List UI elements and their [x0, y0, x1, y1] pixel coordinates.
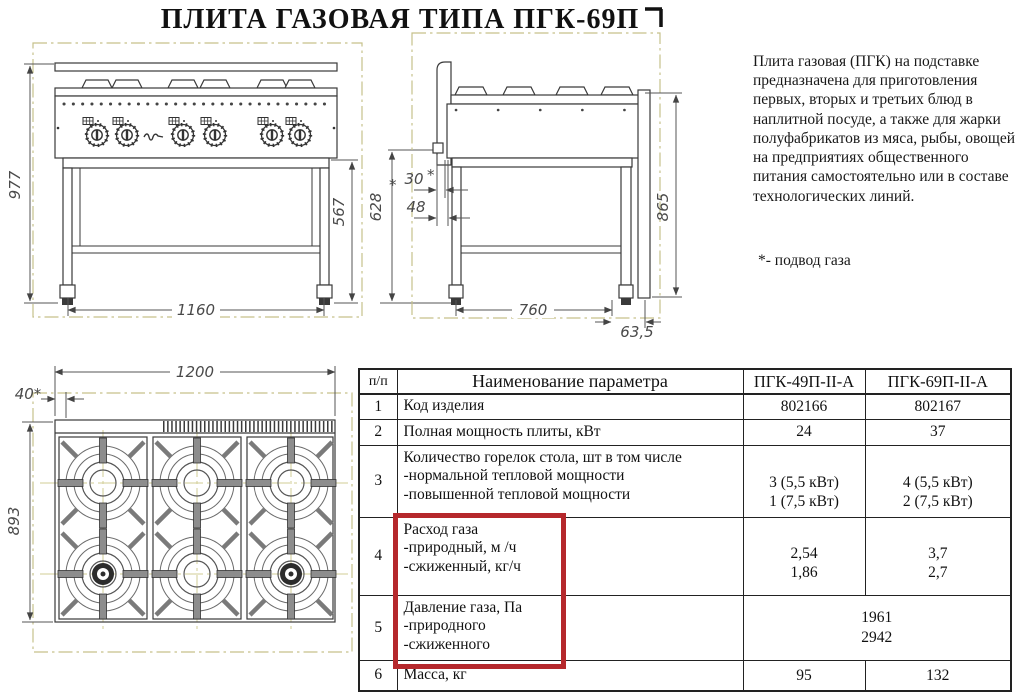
table-row: 3 Количество горелок стола, шт в том числе -нормальной тепловой мощности -повышенной тепловой мощности 3 (5,5 кВт) 1 (7,5 кВт) 4 (5,5 кВт) 2 (7,5 кВт) [359, 445, 1011, 517]
table-row: 1 Код изделия 802166 802167 [359, 394, 1011, 419]
knob-icon [87, 125, 108, 146]
high-power-burner-cap [92, 563, 114, 585]
dim-side-offset-48: 48 [406, 198, 426, 216]
header-model-2: ПГК-69П-II-А [865, 369, 1011, 394]
table-row: 5 Давление газа, Па -природного -сжиженного 1961 2942 [359, 595, 1011, 660]
side-view [404, 33, 682, 341]
table-row: 2 Полная мощность плиты, кВт 24 37 [359, 419, 1011, 445]
dim-gas-height: 628 [367, 192, 385, 222]
dim-front-width: 1160 [176, 301, 216, 319]
gas-inlet [433, 143, 443, 153]
highlight-box [393, 513, 566, 669]
high-power-burner-cap [280, 563, 302, 585]
header-num: п/п [359, 369, 397, 394]
gas-supply-footnote: *- подвод газа [758, 252, 851, 269]
knob-icon [262, 125, 283, 146]
knob-icon [173, 125, 194, 146]
page-corner-mark [645, 9, 662, 27]
table-row: 4 Расход газа -природный, м /ч -сжиженный, кг/ч 2,54 1,86 3,7 2,7 [359, 517, 1011, 595]
table-header-row [359, 369, 1011, 394]
front-view [6, 43, 452, 319]
header-name: Наименование параметра [397, 369, 743, 394]
dim-side-depth: 760 [518, 301, 548, 319]
table-row: 6 Масса, кг 95 132 [359, 660, 1011, 691]
top-view [5, 363, 352, 652]
dim-side-back-offset: 63,5 [620, 323, 654, 341]
page-title: ПЛИТА ГАЗОВАЯ ТИПА ПГК-69П [160, 4, 640, 35]
dim-side-offset-30-asterisk: * [427, 166, 435, 184]
knob-icon [205, 125, 226, 146]
header-model-1: ПГК-49П-II-А [743, 369, 865, 394]
dim-gas-height-asterisk: * [389, 176, 397, 194]
knob-icon [290, 125, 311, 146]
dim-top-gas-offset: 40* [14, 385, 42, 403]
dim-top-width: 1200 [175, 363, 215, 381]
dim-top-depth: 893 [5, 506, 23, 536]
product-description: Плита газовая (ПГК) на подставке предназначена для приготовления первых, вторых и третьих блюд в наплитной посуде, а также для жарки полуфабрикатов из мяса, рыбы, овощей на предприятиях общественного питания самостоятельно или в составе технологических линий. [753, 53, 1016, 205]
dim-front-stand-height: 567 [330, 197, 348, 227]
dim-side-offset-30: 30 [404, 170, 424, 188]
knob-icon [117, 125, 138, 146]
dim-front-height: 977 [6, 170, 24, 200]
dim-side-height: 865 [654, 192, 672, 222]
